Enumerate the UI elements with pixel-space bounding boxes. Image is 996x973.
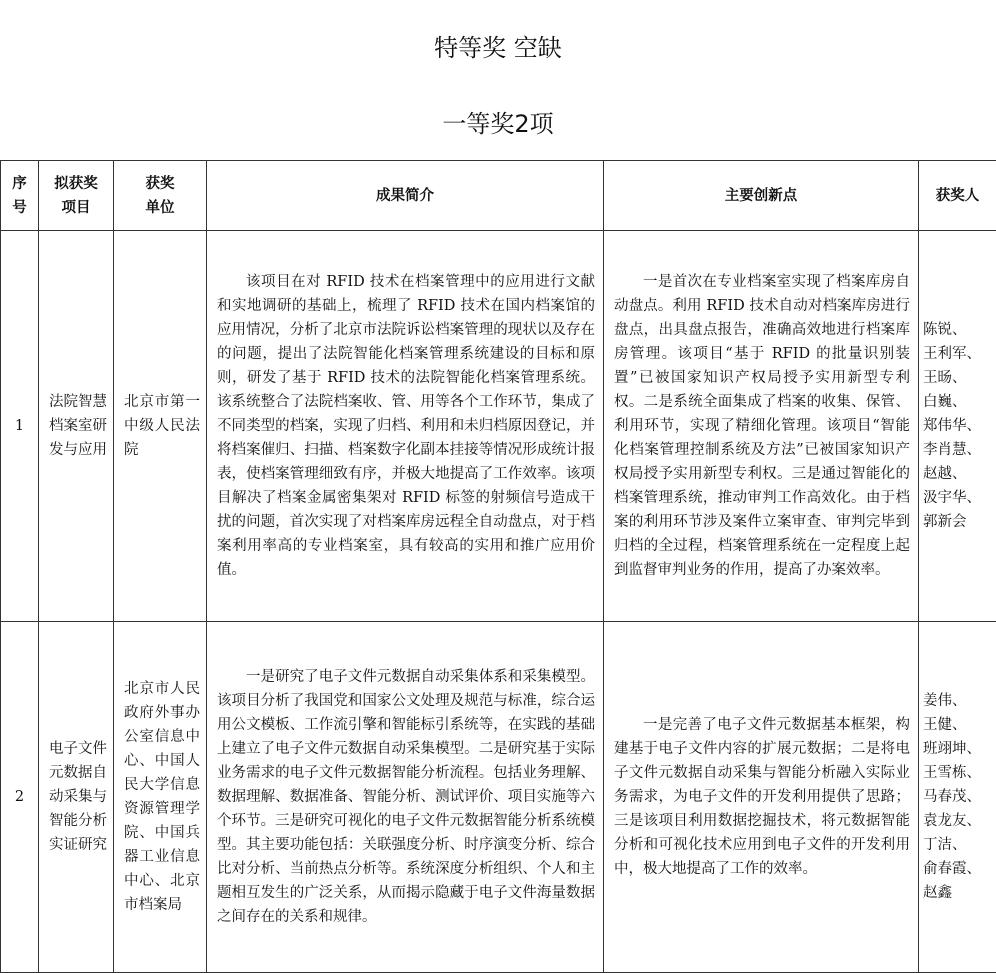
winner-name: 李肖慧、 <box>923 438 992 462</box>
header-no <box>1 161 39 231</box>
header-winners: 获奖人 <box>919 161 996 231</box>
innovation-text: 一是首次在专业档案室实现了档案库房自动盘点。利用 RFID 技术自动对档案库房进行盘点，出具盘点报告，准确高效地进行档案库房管理。该项目“基于 RFID 的批量识别装置”已被国家知识产权局授予实用新型专利权。二是系统全面集成了档案的收集、保管、利用环节，实现了精细化管理。该项目“智能化档案管理控制系统及方法”已被国家知识产权局授予实用新型专利权。三是通过智能化的档案管理系统，推动审判工作高效化。由于档案的利用环节涉及案件立案审查、审判完毕到归档的全过程，档案管理系统在一定程度上起到监督审判业务的作用，提高了办案效率。 <box>614 270 910 582</box>
innovation-cell <box>604 231 919 622</box>
winner-name: 王利军、 <box>923 342 992 366</box>
header-no-line2: 号 <box>1 196 38 220</box>
summary-cell <box>207 622 604 973</box>
winning-unit: 北京市人民政府外事办公室信息中心、中国人民大学信息资源管理学院、中国兵器工业信息中心、北京市档案局 <box>114 622 207 973</box>
winner-name: 王旸、 <box>923 366 992 390</box>
table-row <box>1 622 996 973</box>
winner-name: 赵鑫 <box>923 881 992 905</box>
winner-name: 丁洁、 <box>923 833 992 857</box>
winner-name: 姜伟、 <box>923 689 992 713</box>
summary-text: 该项目在对 RFID 技术在档案管理中的应用进行文献和实地调研的基础上，梳理了 RFID 技术在国内档案馆的应用情况，分析了北京市法院诉讼档案管理的现状以及存在的问题，提出了法院智能化档案管理系统建设的目标和原则，研发了基于 RFID 技术的法院智能化档案管理系统。该系统整合了法院档案收、管、用等各个工作环节，集成了不同类型的档案，实现了归档、利用和未归档原因登记，并将档案催归、扫描、档案数字化副本挂接等情况形成统计报表，使档案管理细致有序，并极大地提高了工作效率。该项目解决了档案金属密集架对 RFID 标签的射频信号造成干扰的问题，首次实现了对档案库房远程全自动盘点，对于档案利用率高的专业档案室，具有较高的实用和推广应用价值。 <box>217 270 595 582</box>
innovation-cell <box>604 622 919 973</box>
header-unit-line1: 获奖 <box>114 172 206 196</box>
award-table <box>0 160 996 973</box>
winner-name: 赵越、 <box>923 462 992 486</box>
winner-name: 王健、 <box>923 713 992 737</box>
header-unit <box>114 161 207 231</box>
header-project-line1: 拟获奖 <box>39 172 113 196</box>
winner-name: 汲宇华、 <box>923 486 992 510</box>
innovation-text: 一是完善了电子文件元数据基本框架，构建基于电子文件内容的扩展元数据；二是将电子文件元数据自动采集与智能分析融入实际业务需求，为电子文件的开发利用提供了思路；三是该项目利用数据挖掘技术，将元数据智能分析和可视化技术应用到电子文件的开发利用中，极大地提高了工作的效率。 <box>614 713 910 881</box>
summary-cell <box>207 231 604 622</box>
project-name: 电子文件元数据自动采集与智能分析实证研究 <box>39 622 114 973</box>
header-no-line1: 序 <box>1 172 38 196</box>
row-number: 2 <box>1 622 39 973</box>
winning-unit: 北京市第一中级人民法院 <box>114 231 207 622</box>
header-innovation: 主要创新点 <box>604 161 919 231</box>
winner-name: 王雪栋、 <box>923 761 992 785</box>
winners-cell <box>919 231 996 622</box>
winner-name: 班翊坤、 <box>923 737 992 761</box>
winner-name: 袁龙友、 <box>923 809 992 833</box>
special-prize-title: 特等奖 空缺 <box>0 28 996 63</box>
header-summary: 成果简介 <box>207 161 604 231</box>
winner-name: 郭新会 <box>923 510 992 534</box>
row-number: 1 <box>1 231 39 622</box>
project-name: 法院智慧档案室研发与应用 <box>39 231 114 622</box>
header-project-line2: 项目 <box>39 196 113 220</box>
summary-text: 一是研究了电子文件元数据自动采集体系和采集模型。该项目分析了我国党和国家公文处理及规范与标准，综合运用公文模板、工作流引擎和智能标引系统等，在实践的基础上建立了电子文件元数据自动采集模型。二是研究基于实际业务需求的电子文件元数据智能分析流程。包括业务理解、数据理解、数据准备、智能分析、测试评价、项目实施等六个环节。三是研究可视化的电子文件元数据智能分析系统模型。其主要功能包括：关联强度分析、时序演变分析、综合比对分析、当前热点分析等。系统深度分析组织、个人和主题相互发生的广泛关系，从而揭示隐藏于电子文件海量数据之间存在的关系和规律。 <box>217 665 595 929</box>
table-header-row <box>1 161 996 231</box>
winner-name: 马春茂、 <box>923 785 992 809</box>
table-row <box>1 231 996 622</box>
header-unit-line2: 单位 <box>114 196 206 220</box>
winner-name: 郑伟华、 <box>923 414 992 438</box>
first-prize-title: 一等奖2项 <box>0 104 996 139</box>
header-project <box>39 161 114 231</box>
winner-name: 白巍、 <box>923 390 992 414</box>
winner-name: 陈锐、 <box>923 318 992 342</box>
winners-cell <box>919 622 996 973</box>
winner-name: 俞春霞、 <box>923 857 992 881</box>
